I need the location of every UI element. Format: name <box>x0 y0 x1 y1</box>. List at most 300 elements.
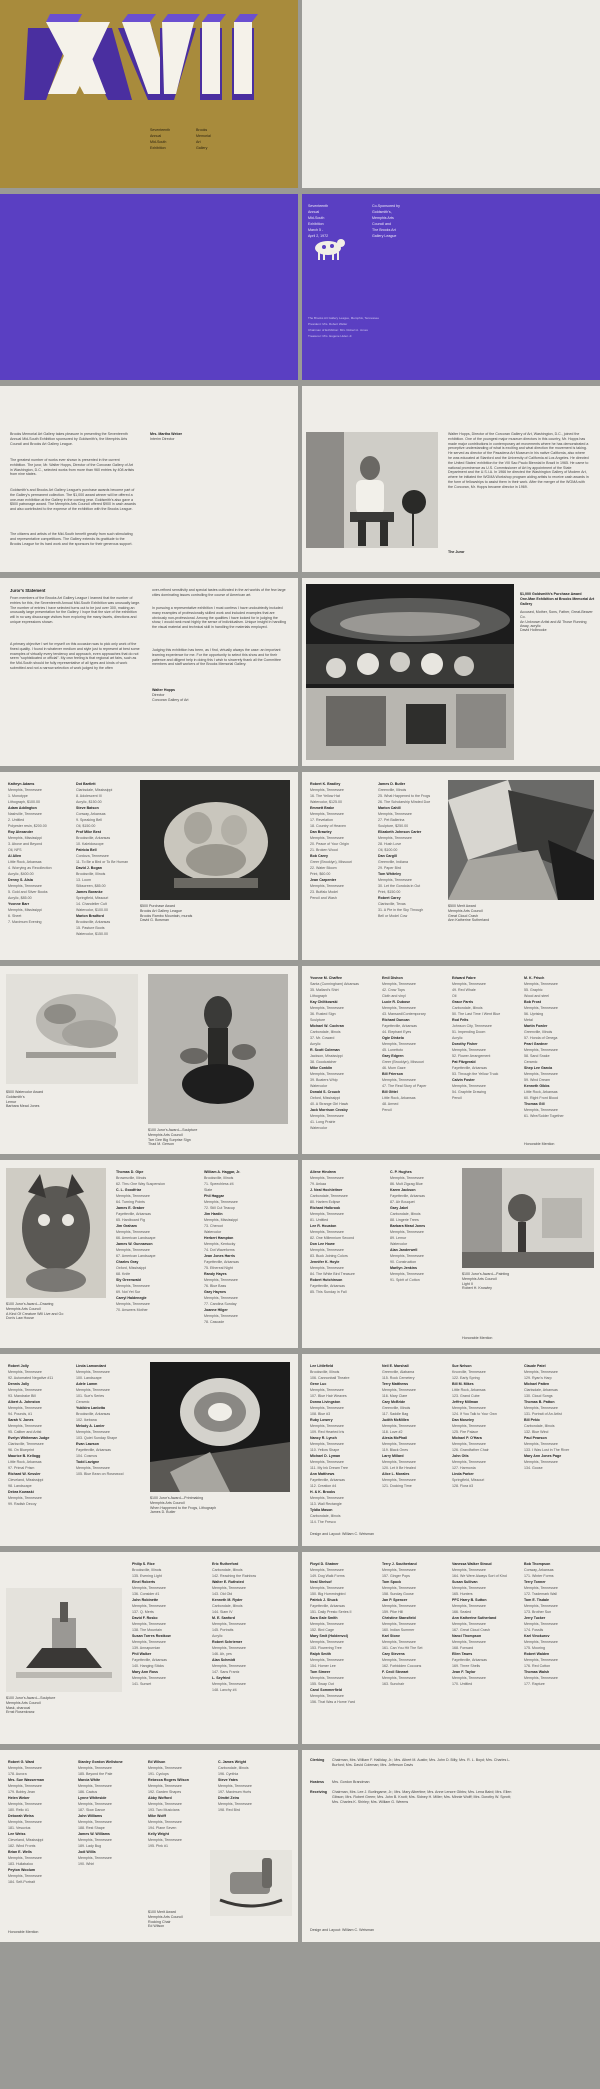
artist-entry-detail: 7. Maximum Evening <box>8 919 42 924</box>
artist-entry-detail: 140. Hanging Sticks <box>132 1663 164 1668</box>
artist-entry-detail: 26. The Scholarship Minded Doe <box>378 799 431 804</box>
artist-entry-detail: Fayetteville, Arkansas <box>390 1193 425 1198</box>
title-left-text <box>308 204 328 240</box>
artist-name: Phil Walker <box>132 1651 152 1656</box>
artist-entry-detail: Memphis, Mississippi <box>204 1217 238 1222</box>
artist-name: Martin Fowler <box>524 1023 548 1028</box>
artist-entry-detail: Greenville, Illinois <box>378 787 407 792</box>
artist-entry-detail: Clarksville, Tennessee <box>8 1441 44 1446</box>
artist-name: Yvonne M. Chaffee <box>310 976 342 980</box>
artist-name: Tom Simeer <box>310 1669 331 1674</box>
statement-signature-title: Director <box>152 693 165 697</box>
entry-column <box>116 1170 165 1314</box>
artist-entry-detail: Memphis, Tennessee <box>218 1783 252 1788</box>
artist-entry-detail: Oil, NFS <box>8 847 22 852</box>
entry-column <box>212 1562 256 1694</box>
artist-entry-detail: Fayetteville, Arkansas <box>452 1657 487 1662</box>
statement-signature: Walter Hopps <box>152 688 176 692</box>
artist-name: Elizabeth Johnson Carter <box>378 829 422 834</box>
entry-column <box>8 782 52 926</box>
staff-list: Mrs. Gordon Brandman <box>332 1780 370 1784</box>
artist-entry-detail: Acrylic <box>212 1633 223 1638</box>
artist-name: Philip S. Rice <box>132 1562 155 1566</box>
artist-entry-detail: Little Rock, Arkansas <box>452 1387 486 1392</box>
artist-entry-detail: 150. Big Hummingbird <box>310 1591 346 1596</box>
artist-name: Donald S. Crouch <box>310 1089 341 1094</box>
artist-entry-detail: Watercolor <box>310 1083 328 1088</box>
statement-para: In pursuing a representative exhibition I must confess I have undoubtedly included many examples of professionally skilled work and included examples that are obviously non-professional. Among the qualities I have looked for in judging the show, I would rank most highly the sense of individualism. Unique insight in handling the visual material and technical skill in handling the materials employed. <box>152 606 287 630</box>
artist-name: Bill Gittel <box>382 1089 398 1094</box>
artist-entry-detail: 51. Impending Doom <box>452 1029 486 1034</box>
artist-entry-detail: 62. Thru One Way Suspension <box>116 1181 165 1186</box>
artist-entry-detail: 118. Love #2 <box>382 1429 403 1434</box>
artist-entry-detail: Memphis, Tennessee <box>8 1819 42 1824</box>
artist-entry-detail: 146. Ah, yes <box>212 1651 232 1656</box>
artist-name: Joanne Hilger <box>204 1307 228 1312</box>
juror-bio: Walter Hopps, Director of the Corcoran Gallery of Art, Washington, D.C., joined the exhibition. One of the youngest major museum directors in this country, Mr. Hopps has made major contributions in contemporary art movements where he has demonstrated a perceptive understanding of what is exciting and what direction the movement is taking. He served as director of the Pasadena Art Museum in his native California, also where he was educated at Stanford and the University of California at Los Angeles. He directed the United States' exhibition for the VIII Sao Paulo Biennial in Brazil in 1965. He came to national prominence as U.S. Commissioner of Art by appointment of the State Department and the U.S.I.A. In 1966 he directed the Washington Gallery of Modern Art, where he initiated the WGMA Workshop program aiding artists to receive cash awards in the form of fellowships to assist them in their work. After the merger of the WGMA with the Corcoran, Mr. Hopps became director in 1969. <box>448 432 589 489</box>
artist-entry-detail: 144. Siam IV <box>212 1609 233 1614</box>
artist-entry-detail: 131. Portrait of An Artist <box>524 1411 562 1416</box>
artist-entry-detail: 143. Old Old <box>212 1591 233 1596</box>
intro-right <box>302 386 600 572</box>
artist-entry-detail: 141. Sunset <box>132 1681 152 1686</box>
artist-entry-detail: Memphis, Tennessee <box>524 1657 558 1662</box>
artist-name: Charles Gray <box>116 1259 139 1264</box>
artist-entry-detail: 160. Indian Summer <box>382 1627 415 1632</box>
artist-entry-detail: 57. Honda of Omega <box>524 1035 558 1040</box>
artist-entry-detail: Memphis, Tennessee <box>310 1405 344 1410</box>
artist-entry-detail: 98. Landscape <box>8 1483 32 1488</box>
artist-entry-detail: Memphis, Tennessee <box>212 1621 246 1626</box>
artist-entry-detail: 91. Spirit of Cotton <box>390 1277 420 1282</box>
artist-name: Dan Cargill <box>378 853 397 858</box>
artist-entry-detail: 41. Long Prairie <box>310 1119 336 1124</box>
artist-name: Elnel Roberts <box>132 1579 156 1584</box>
artist-entry-detail: 45. Lunettoto <box>382 1047 403 1052</box>
artist-name: Robert Schriemer <box>212 1639 243 1644</box>
artist-entry-detail: 4. Worrying as Recollection <box>8 865 52 870</box>
artist-entry-detail: Memphis, Tennessee <box>310 1567 344 1572</box>
artist-entry-detail: Memphis, Tennessee <box>212 1663 246 1668</box>
artist-entry-detail: Memphis, Tennessee <box>132 1603 166 1608</box>
artist-entry-detail: Memphis, Tennessee <box>382 1675 416 1680</box>
artist-name: Sara Gale Smith <box>310 1615 338 1620</box>
artist-name: Dennis Jolly <box>8 1381 30 1386</box>
artist-entry-detail: Carbondale, Illinois <box>452 1005 483 1010</box>
catalog-6-left <box>0 1750 298 1942</box>
artist-entry-detail: Memphis, Tennessee <box>8 787 42 792</box>
artist-name: Sly Greenwald <box>116 1277 141 1282</box>
artist-entry-detail: Ceramic <box>524 1059 538 1064</box>
artist-entry-detail: 97. Primal Prism <box>8 1465 35 1470</box>
artist-name: John Robinette <box>132 1597 159 1602</box>
artist-entry-detail: Nashville, Tennessee <box>8 811 42 816</box>
artist-name: Herbert Hampton <box>204 1235 234 1240</box>
artist-entry-detail: 79. Ankaa <box>310 1181 326 1186</box>
honorable-mention-legend: Honorable Mention <box>524 1142 555 1146</box>
entry-column <box>452 1562 507 1688</box>
artist-name: Patrick J. Shuck <box>310 1597 338 1602</box>
artist-name: Shep Lee Garcia <box>524 1065 553 1070</box>
artist-entry-detail: 40. A Strange Girl Hawk <box>310 1101 349 1106</box>
artist-entry-detail: Memphis, Tennessee <box>382 1041 416 1046</box>
artist-entry-detail: Little Rock, Arkansas <box>8 1459 42 1464</box>
artist-entry-detail: 18. Country of Heaven <box>310 823 346 828</box>
artist-entry-detail: 130. Cloud Songs <box>524 1393 553 1398</box>
artist-entry-detail: Memphis, Tennessee <box>382 1459 416 1464</box>
artist-name: Pearl Gardner <box>524 1041 548 1046</box>
artist-entry-detail: Memphis, Tennessee <box>78 1765 112 1770</box>
artist-name: Gary Edgren <box>382 1053 404 1058</box>
artist-name: Kay Chiltkowski <box>310 999 338 1004</box>
catalog-5-right <box>302 1552 600 1744</box>
artist-entry-detail: 124. If You Talk to Your Own <box>452 1411 497 1416</box>
artist-entry-detail: 132. Blue Wind <box>524 1429 549 1434</box>
artist-name: Jodi Willis <box>78 1849 96 1854</box>
artist-entry-detail: 195. Pink #1 <box>148 1843 168 1848</box>
artist-entry-detail: 58. Sand Snake <box>524 1053 550 1058</box>
artist-entry-detail: Memphis, Tennessee <box>382 1657 416 1662</box>
entry-column <box>524 1364 569 1472</box>
cover-numeral-art <box>0 0 298 188</box>
entry-column <box>76 1364 124 1478</box>
artist-entry-detail: 76. Blue Bass <box>204 1283 227 1288</box>
artist-name: Bill Pekic <box>524 1417 540 1422</box>
artist-entry-detail: 174. Fossils <box>524 1627 544 1632</box>
artist-name: Stanley Gordon Wellstone <box>78 1760 123 1764</box>
artist-entry-detail: Memphis, Tennessee <box>382 1477 416 1482</box>
artist-entry-detail: 71. Speechless #4 <box>204 1181 234 1186</box>
artist-entry-detail: 156. That Was a Home Yard <box>310 1699 356 1704</box>
artist-entry-detail: 157. Ginger Pops <box>382 1573 410 1578</box>
artist-entry-detail: Memphis, Tennessee <box>382 1441 416 1446</box>
artist-name: Carol Sommerfield <box>310 1687 342 1692</box>
artist-name: Michael W. Cochran <box>310 1023 344 1028</box>
entry-column <box>78 1760 123 1868</box>
artist-name: Mike Conklin <box>310 1065 333 1070</box>
printmaking-photo <box>150 1362 290 1492</box>
catalog-5-left <box>0 1552 298 1744</box>
artist-entry-detail: Memphis, Tennessee <box>310 1675 344 1680</box>
artist-entry-detail: 117. Saddle Bag <box>382 1411 409 1416</box>
artist-entry-detail: 175. Mooring <box>524 1645 545 1650</box>
entry-column <box>390 1170 425 1284</box>
artist-entry-detail: Memphis, Tennessee <box>148 1837 182 1842</box>
artist-entry-detail: 164. We Were Always Sort of Kind <box>452 1573 507 1578</box>
artist-entry-detail: Memphis, Tennessee <box>378 811 412 816</box>
artist-entry-detail: Memphis, Tennessee <box>310 1423 344 1428</box>
artist-entry-detail: Carbondale, Illinois <box>218 1765 249 1770</box>
artist-entry-detail: 193. Two Musicians <box>148 1807 180 1812</box>
artist-entry-detail: 126. Grandfather Chair <box>452 1447 489 1452</box>
artist-name: Floyd D. Shatner <box>310 1562 339 1566</box>
artist-entry-detail: Memphis, Tennessee <box>310 1657 344 1662</box>
artist-name: Mary Ann Ross <box>132 1669 159 1674</box>
artist-name: Karen Jackson <box>390 1187 416 1192</box>
artist-entry-detail: 22. Water Bloom <box>310 865 337 870</box>
artist-entry-detail: 89. Lemur <box>390 1235 407 1240</box>
artist-entry-detail: Watercolor <box>390 1241 408 1246</box>
artist-entry-detail: 2. Untitled <box>8 817 25 822</box>
catalog-4-right <box>302 1354 600 1546</box>
artist-name: Ralph Smith <box>310 1651 331 1656</box>
artist-entry-detail: Memphis, Tennessee <box>8 1423 42 1428</box>
artist-entry-detail: 161. Can You Hit The Set <box>382 1645 423 1650</box>
artist-entry-detail: 43. Mansard/Contemporary <box>382 1011 426 1016</box>
artist-name: Steve Yates <box>218 1777 238 1782</box>
artist-entry-detail: Memphis, Tennessee <box>310 1211 344 1216</box>
artist-entry-detail: Memphis, Tennessee <box>524 1405 558 1410</box>
artist-name: Don Lee Howe <box>310 1241 335 1246</box>
artist-entry-detail: 145. Portraits <box>212 1627 234 1632</box>
artist-name: Alice L. Morales <box>382 1471 410 1476</box>
artist-entry-detail: 83. Buck Joining Colors <box>310 1253 348 1258</box>
artist-entry-detail: Little Rock, Arkansas <box>8 859 42 864</box>
artist-entry-detail: Brooksville, Illinois <box>76 871 106 876</box>
artist-entry-detail: Memphis, Tennessee <box>8 1801 42 1806</box>
artist-name: Linda Parker <box>452 1471 474 1476</box>
artist-entry-detail: 48. Armed <box>382 1101 399 1106</box>
artist-entry-detail: 36. Rusted Sign <box>310 1011 336 1016</box>
artist-entry-detail: Memphis, Tennessee <box>78 1837 112 1842</box>
artist-entry-detail: Memphis, Tennessee <box>452 1423 486 1428</box>
artist-name: Grace Farris <box>452 999 474 1004</box>
artist-entry-detail: 44. Elephant Eyes <box>382 1029 412 1034</box>
artist-entry-detail: Memphis, Tennessee <box>8 1765 42 1770</box>
artist-name: Marion Cahill <box>378 805 401 810</box>
artist-entry-detail: Watercolor <box>310 1125 328 1130</box>
artist-entry-detail: Memphis, Mississippi <box>8 835 42 840</box>
artist-entry-detail: Conway, Arkansas <box>524 1567 554 1572</box>
artist-entry-detail: Memphis, Tennessee <box>310 1229 344 1234</box>
artist-entry-detail: 158. Sunday Goose <box>382 1591 414 1596</box>
artist-entry-detail: 133. I Was Lost in The River <box>524 1447 570 1452</box>
title-line: Exhibition <box>308 221 324 226</box>
artist-entry-detail: 70. Answers Mother <box>116 1307 148 1312</box>
artist-name: Evelyn Whiteman Judge <box>8 1435 50 1440</box>
artist-entry-detail: Memphis, Tennessee <box>452 1603 486 1608</box>
artist-name: Jan P. Spencer <box>382 1597 408 1602</box>
artist-name: Marion Bradford <box>76 913 104 918</box>
artist-entry-detail: Bell or Model Cow <box>378 913 408 918</box>
artist-entry-detail: Memphis, Tennessee <box>390 1253 424 1258</box>
artist-entry-detail: 172. Trademark Wall <box>524 1591 558 1596</box>
director-name: Mrs. Martha Weber <box>150 432 183 436</box>
artist-entry-detail: Memphis, Tennessee <box>524 1459 558 1464</box>
catalog-3-left <box>0 1160 298 1348</box>
artist-entry-detail: Fayetteville, Arkansas <box>382 1023 417 1028</box>
artist-name: John Otis <box>452 1453 469 1458</box>
artist-entry-detail: 27. Pet Ballerina <box>378 817 405 822</box>
catalog-1-left <box>0 772 298 960</box>
artist-name: Alan Schmidt <box>212 1657 235 1662</box>
artist-name: Donna Livingston <box>310 1399 341 1404</box>
title-line: Co-Sponsored by <box>372 204 400 208</box>
title-right-text <box>372 204 400 240</box>
artist-entry-detail: 49. Red Whale <box>452 987 476 992</box>
abstract-painting-photo <box>448 780 594 900</box>
artist-entry-detail: 39. Boaters Whip <box>310 1077 338 1082</box>
artist-entry-detail: 15. Pasture Boots <box>76 925 105 930</box>
artist-name: Roy Alexander <box>8 829 34 834</box>
artist-name: R. Scott Coleman <box>310 1047 340 1052</box>
entry-column <box>524 1562 558 1688</box>
artist-entry-detail: Clarksdale, Mississippi <box>76 787 113 792</box>
artist-entry-detail: Memphis, Tennessee <box>524 981 558 986</box>
artist-entry-detail: 123. Grand Cube <box>452 1393 480 1398</box>
artist-entry-detail: 9. Speaking Bell <box>76 817 102 822</box>
artist-entry-detail: 42. Crow Tops <box>382 987 405 992</box>
artist-name: Paul Pearson <box>524 1435 547 1440</box>
artist-entry-detail: Cleveland, Mississippi <box>8 1837 44 1842</box>
artist-entry-detail: 21. Broken Wood <box>310 847 338 852</box>
spread-catalog-5 <box>0 1552 600 1744</box>
artist-name: Lee Littlefield <box>310 1364 334 1368</box>
artist-name: Peyton Woolum <box>8 1867 36 1872</box>
intro-left <box>0 386 298 572</box>
catalog-4-left <box>0 1354 298 1546</box>
artist-entry-detail: Memphis, Tennessee <box>452 1047 486 1052</box>
entry-column <box>310 782 352 902</box>
entry-column <box>310 1562 355 1706</box>
artist-entry-detail: Brownsville, Illinois <box>116 1175 147 1180</box>
artist-entry-detail: 23. Buffalo Model <box>310 889 338 894</box>
artist-entry-detail: Memphis, Tennessee <box>310 1459 344 1464</box>
artist-entry-detail: Oxford, Mississippi <box>310 1095 341 1100</box>
artist-name: Lee R. Houston <box>310 1223 337 1228</box>
artist-entry-detail: 5. Gold and Silver Books <box>8 889 48 894</box>
entry-column <box>378 782 430 920</box>
artist-entry-detail: 20. Peace of Your Origin <box>310 841 349 846</box>
artist-entry-detail: 163. Sunchair <box>382 1681 405 1686</box>
artist-name: Michael P. O'Hara <box>452 1435 482 1440</box>
entry-column <box>310 1170 355 1296</box>
artist-entry-detail: Memphis, Tennessee <box>452 1083 486 1088</box>
artist-entry-detail: 53. Through the Yellow Truck <box>452 1071 499 1076</box>
artist-entry-detail: Fayetteville, Arkansas <box>76 1447 111 1452</box>
artist-name: Dorothy Fisher <box>452 1041 478 1046</box>
artist-entry-detail: Memphis, Tennessee <box>452 1459 486 1464</box>
artist-entry-detail: 113. Wall Rectangle <box>310 1501 342 1506</box>
artist-name: Edward Fabre <box>452 976 476 980</box>
artist-name: Mrs. Sue Wasserman <box>8 1777 45 1782</box>
artist-name: Ann Katherine Sutherland <box>452 1615 497 1620</box>
artist-name: J. Neal Hochleitner <box>310 1187 343 1192</box>
officer-line: Chairman of Exhibition: Mrs. Robert A. Jones <box>308 327 368 332</box>
artist-entry-detail: Memphis, Tennessee <box>132 1639 166 1644</box>
artist-entry-detail: Memphis, Tennessee <box>116 1247 150 1252</box>
award-caption: $100 Juror's Award—Printmaking Memphis Arts Council When Happened to the Frogs, Lithograph James D. Butler <box>150 1496 217 1515</box>
artist-entry-detail: Memphis, Tennessee <box>212 1645 246 1650</box>
artist-entry-detail: Memphis, Tennessee <box>8 1873 42 1878</box>
artist-entry-detail: Watercolor, $125.00 <box>310 799 343 804</box>
artist-entry-detail: Slate <box>204 1187 213 1192</box>
title-line: Goldsmith's, <box>372 209 392 214</box>
artist-name: Nanci Thompson <box>452 1633 482 1638</box>
artist-name: Yvonne Barr <box>8 901 30 906</box>
artist-name: Jim Graham <box>116 1223 137 1228</box>
artist-entry-detail: Greenville, Illinois <box>524 1029 553 1034</box>
artist-name: James Boranke <box>76 889 103 894</box>
artist-entry-detail: 194. Plane Seven <box>148 1825 177 1830</box>
artist-name: Helen Weber <box>8 1795 30 1800</box>
artist-entry-detail: 159. Pike Hill <box>382 1609 403 1614</box>
director-title: Interim Director <box>150 437 175 441</box>
artist-name: Yukikiro Lanlotta <box>76 1405 105 1410</box>
officer-line: Treasurer: Mrs. Eugene Hulen Jr. <box>308 333 353 338</box>
cover-line: Exhibition <box>150 145 166 150</box>
artist-entry-detail: Memphis, Tennessee <box>378 835 412 840</box>
catalog-2-right <box>302 966 600 1154</box>
artist-entry-detail: Memphis, Tennessee <box>204 1313 238 1318</box>
artist-entry-detail: 197. Maximum Hurts <box>218 1789 252 1794</box>
artist-entry-detail: Greer (Brooklyn), Missouri <box>382 1059 424 1064</box>
artist-entry-detail: 11. To Be a Bird or To Be Human <box>76 859 129 864</box>
artist-entry-detail: 153. Flowering Tree <box>310 1645 342 1650</box>
collage-artwork <box>306 584 514 760</box>
artist-name: Thomas Walsh <box>524 1669 550 1674</box>
artist-entry-detail: Memphis, Tennessee <box>8 1495 42 1500</box>
entry-column <box>452 976 500 1102</box>
artist-entry-detail: Memphis, Tennessee <box>382 1621 416 1626</box>
cover-line: Gallery <box>196 145 208 150</box>
title-line: The Brooks Art <box>372 227 396 232</box>
entry-column <box>218 1760 252 1814</box>
artist-name: Gary Jakel <box>390 1205 409 1210</box>
artist-entry-detail: Memphis, Tennessee <box>310 1693 344 1698</box>
artist-entry-detail: Fayetteville, Arkansas <box>310 1283 345 1288</box>
artist-entry-detail: 138. The Mountain <box>132 1627 162 1632</box>
artist-entry-detail: 111. My Ink Dream Tree <box>310 1465 349 1470</box>
artist-entry-detail: Memphis, Tennessee <box>452 981 486 986</box>
artist-entry-detail: 80. Harlem Eclipse <box>310 1199 341 1204</box>
award-caption: $100 Juror's Award—Sculpture Memphis Arts Council Mask, charcoal Ernst Rosenkranz <box>6 1696 56 1715</box>
artist-entry-detail: 16. The Yellow Hat <box>310 793 340 798</box>
artist-entry-detail: 104. Cosmos <box>76 1453 98 1458</box>
artist-name: Cary McBride <box>382 1399 406 1404</box>
artist-name: Walter E. Ruthsted <box>212 1579 244 1584</box>
artist-entry-detail: Cleveland, Mississippi <box>8 1477 44 1482</box>
artist-entry-detail: Memphis, Tennessee <box>452 1585 486 1590</box>
artist-entry-detail: Johnson City, Tennessee <box>452 1023 492 1028</box>
artist-entry-detail: 186. Cactus <box>78 1789 98 1794</box>
artist-entry-detail: Memphis, Tennessee <box>148 1801 182 1806</box>
artist-entry-detail: Memphis, Tennessee <box>524 1005 558 1010</box>
artist-entry-detail: Memphis, Tennessee <box>78 1819 112 1824</box>
artist-entry-detail: Memphis, Tennessee <box>524 1071 558 1076</box>
title-left-purple <box>0 194 298 380</box>
staff-heading: Clerking <box>310 1758 325 1762</box>
intro-para: Goldsmith's and Brooks Art Gallery League's purchase awards become part of the Gallery's permanent collection. The $1,000 award winner will be offered a one-man exhibition at the Gallery in the coming year. Goldsmith's also gave a $500 patronage award. The Memphis Arts Council offered $900 in cash awards and also contributed to the expense of the exhibition with the Brooks League. <box>10 488 136 512</box>
juror-bio-signature: The Juror <box>448 550 465 554</box>
artist-name: Lynne Whiteside <box>78 1795 107 1800</box>
sculpture-photo <box>148 974 288 1124</box>
artist-entry-detail: Memphis, Tennessee <box>452 1441 486 1446</box>
artist-name: Alan Janderwell <box>390 1247 418 1252</box>
artist-entry-detail: 103. Quiet Sunday Shape <box>76 1435 118 1440</box>
spread-catalog-3 <box>0 1160 600 1348</box>
artist-name: Kathryn Adams <box>8 782 35 786</box>
spread-catalog-6 <box>0 1750 600 1942</box>
artist-entry-detail: 86. Mult Zigzag Blue <box>390 1181 423 1186</box>
artist-entry-detail: Memphis, Tennessee <box>382 1639 416 1644</box>
artist-entry-detail: 170. Untitled <box>452 1681 473 1686</box>
artist-name: Michael D. Lyman <box>310 1453 341 1458</box>
artist-name: F. Cecil Stewart <box>382 1669 409 1674</box>
artist-name: Tom Whiteley <box>378 871 402 876</box>
spread-title <box>0 194 600 380</box>
officer-line: The Brooks Art Gallery League, Memphis, Tennessee <box>308 316 379 320</box>
